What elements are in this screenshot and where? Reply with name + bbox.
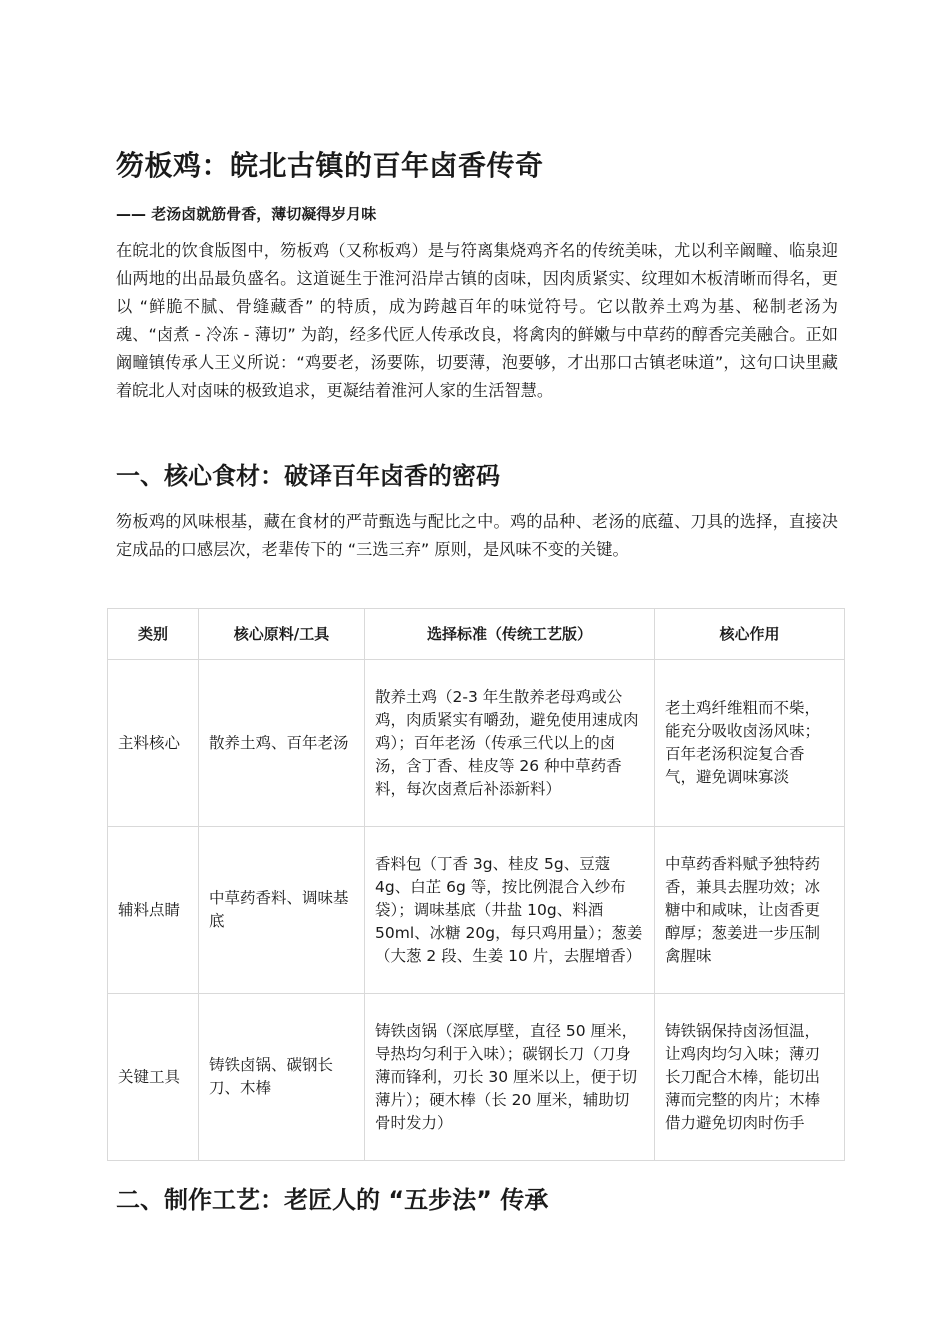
intro-paragraph: 在皖北的饮食版图中，笏板鸡（又称板鸡）是与符离集烧鸡齐名的传统美味，尤以利辛阚疃、临泉迎仙两地的出品最负盛名。这道诞生于淮河沿岸古镇的卤味，因肉质紧实、纹理如木板清晰而得名，更以 “鲜脆不腻、骨缝藏香” 的特质，成为跨越百年的味觉符号。它以散养土鸡为基、秘制老汤为魂、“卤煮 - 冷冻 - 薄切” 为韵，经多代匠人传承改良，将禽肉的鲜嫩与中草药的醇香完美融合。正如阚疃镇传承人王义所说：“鸡要老，汤要陈，切要薄，泡要够，才出那口古镇老味道”，这句口诀里藏着皖北人对卤味的极致追求，更凝结着淮河人家的生活智慧。 xyxy=(116,241,838,400)
table-row xyxy=(108,660,845,827)
header-category: 类别 xyxy=(108,609,199,660)
cell-material: 中草药香料、调味基底 xyxy=(199,827,365,994)
ingredients-table xyxy=(107,608,845,1161)
cell-category: 关键工具 xyxy=(108,994,199,1161)
cell-effect: 铸铁锅保持卤汤恒温，让鸡肉均匀入味；薄刃长刀配合木棒，能切出薄而完整的肉片；木棒借力避免切肉时伤手 xyxy=(655,994,845,1161)
cell-standard: 铸铁卤锅（深底厚壁，直径 50 厘米，导热均匀利于入味）；碳钢长刀（刀身薄而锋利，刃长 30 厘米以上，便于切薄片）；硬木棒（长 20 厘米，辅助切骨时发力） xyxy=(365,994,655,1161)
table-header-row xyxy=(108,609,845,660)
section-heading-ingredients: 一、核心食材：破译百年卤香的密码 xyxy=(116,462,500,490)
table-row xyxy=(108,827,845,994)
cell-standard: 香料包（丁香 3g、桂皮 5g、豆蔻 4g、白芷 6g 等，按比例混合入纱布袋）；调味基底（井盐 10g、料酒 50ml、冰糖 20g，每只鸡用量）；葱姜（大葱 2 段、生姜 10 片，去腥增香） xyxy=(365,827,655,994)
section-intro-paragraph: 笏板鸡的风味根基，藏在食材的严苛甄选与配比之中。鸡的品种、老汤的底蕴、刀具的选择，直接决定成品的口感层次，老辈传下的 “三选三弃” 原则，是风味不变的关键。 xyxy=(116,512,838,559)
cell-effect: 老土鸡纤维粗而不柴，能充分吸收卤汤风味；百年老汤积淀复合香气，避免调味寡淡 xyxy=(655,660,845,827)
header-effect: 核心作用 xyxy=(655,609,845,660)
section-heading-process: 二、制作工艺：老匠人的 “五步法” 传承 xyxy=(116,1186,549,1214)
cell-standard: 散养土鸡（2-3 年生散养老母鸡或公鸡，肉质紧实有嚼劲，避免使用速成肉鸡）；百年老汤（传承三代以上的卤汤，含丁香、桂皮等 26 种中草药香料，每次卤煮后补添新料） xyxy=(365,660,655,827)
cell-material: 散养土鸡、百年老汤 xyxy=(199,660,365,827)
cell-category: 辅料点睛 xyxy=(108,827,199,994)
cell-effect: 中草药香料赋予独特药香，兼具去腥功效；冰糖中和咸味，让卤香更醇厚；葱姜进一步压制禽腥味 xyxy=(655,827,845,994)
header-material: 核心原料/工具 xyxy=(199,609,365,660)
article-subtitle: —— 老汤卤就筋骨香，薄切凝得岁月味 xyxy=(116,205,377,223)
article-title: 笏板鸡：皖北古镇的百年卤香传奇 xyxy=(116,149,544,182)
table-row xyxy=(108,994,845,1161)
cell-category: 主料核心 xyxy=(108,660,199,827)
cell-material: 铸铁卤锅、碳钢长刀、木棒 xyxy=(199,994,365,1161)
header-standard: 选择标准（传统工艺版） xyxy=(365,609,655,660)
